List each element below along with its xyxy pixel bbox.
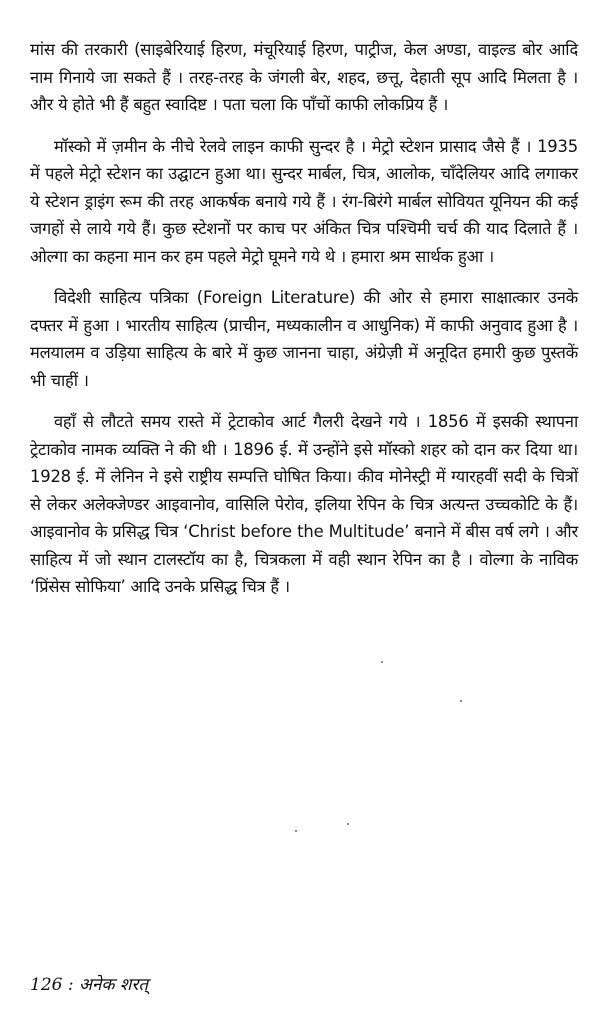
page-body — [30, 36, 578, 615]
page-footer — [30, 972, 148, 995]
paragraph-tretyakov-gallery: वहाँ से लौटते समय रास्ते में ट्रेटाकोव आर्ट गैलरी देखने गये । 1856 में इसकी स्थापना ट्रेटाकोव नामक व्यक्ति ने की थी । 1896 ई. में उन्होंने इसे मॉस्को शहर को दान कर दिया था। 1928 ई. में लेनिन ने इसे राष्ट्रीय सम्पत्ति घोषित किया। कीव मोनेस्ट्री में ग्यारहवीं सदी के चित्रों से लेकर अलेक्जेण्डर आइवानोव, वासिलि पेरोव, इलिया रेपिन के चित्र अत्यन्त उच्चकोटि के हैं। आइवानोव के प्रसिद्ध चित्र ‘Christ before the Multitude’ बनाने में बीस वर्ष लगे । और साहित्य में जो स्थान टालस्टॉय का है, चित्रकला में वही स्थान रेपिन का है । वोल्गा के नाविक ‘प्रिंसेस सोफिया’ आदि उनके प्रसिद्ध चित्र हैं । — [30, 412, 578, 596]
book-title: अनेक शरत् — [79, 975, 149, 995]
scan-speck — [347, 823, 349, 825]
scan-speck — [460, 700, 462, 702]
page-number: 126 — [30, 975, 63, 995]
paragraph-metro: मॉस्को में ज़मीन के नीचे रेलवे लाइन काफी सुन्दर है । मेट्रो स्टेशन प्रासाद जैसे हैं । 1935 में पहले मेट्रो स्टेशन का उद्घाटन हुआ था। सुन्दर मार्बल, चित्र, आलोक, चाँदेलियर आदि लगाकर ये स्टेशन ड्राइंग रूम की तरह आकर्षक बनाये गये हैं । रंग-बिरंगे मार्बल सोवियत यूनियन की कई जगहों से लाये गये हैं। कुछ स्टेशनों पर काच पर अंकित चित्र पश्चिमी चर्च की याद दिलाते हैं । ओल्गा का कहना मान कर हम पहले मेट्रो घूमने गये थे । हमारा श्रम सार्थक हुआ । — [30, 136, 578, 266]
footer-separator: : — [62, 975, 79, 995]
paragraph-foreign-literature: विदेशी साहित्य पत्रिका (Foreign Literature) की ओर से हमारा साक्षात्कार उनके दफ्तर में हुआ । भारतीय साहित्य (प्राचीन, मध्यकालीन व आधुनिक) में काफी अनुवाद हुआ है । मलयालम व उड़िया साहित्य के बारे में कुछ जानना चाहा, अंग्रेज़ी में अनूदित हमारी कुछ पुस्तकें भी चाहीं । — [30, 288, 578, 390]
scan-speck — [295, 830, 297, 832]
paragraph-food: मांस की तरकारी (साइबेरियाई हिरण, मंचूरियाई हिरण, पाट्रीज, केल अण्डा, वाइल्ड बोर आदि नाम गिनाये जा सकते हैं । तरह-तरह के जंगली बेर, शहद, छत्तू, देहाती सूप आदि मिलता है । और ये होते भी हैं बहुत स्वादिष्ट । पता चला कि पाँचों काफी लोकप्रिय हैं । — [30, 40, 578, 114]
scan-speck — [381, 661, 383, 663]
